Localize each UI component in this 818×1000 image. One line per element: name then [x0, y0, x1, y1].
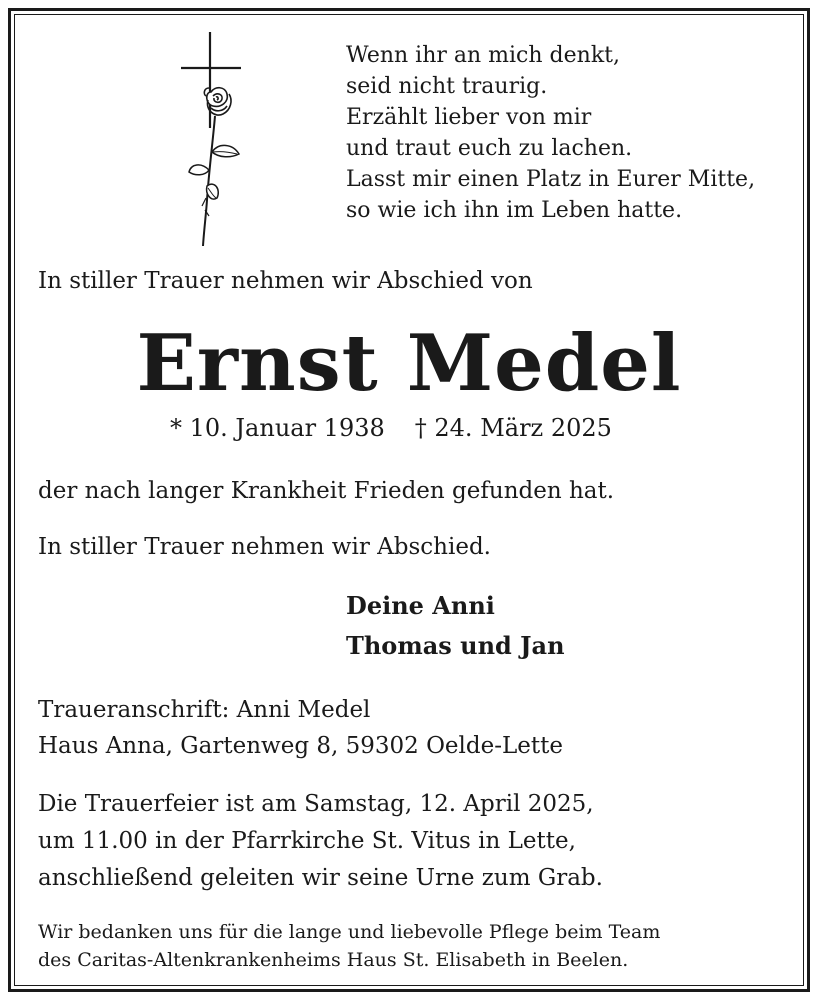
family-signature [346, 586, 565, 666]
thanks-line: des Caritas-Altenkrankenheims Haus St. Elisabeth in Beelen. [38, 949, 629, 971]
poem-line: so wie ich ihn im Leben hatte. [346, 198, 683, 223]
birth-date: * 10. Januar 1938 [170, 414, 385, 442]
statement-text: der nach langer Krankheit Frieden gefunden hat. [38, 478, 615, 504]
family-member: Deine Anni [346, 591, 495, 620]
address-line: Haus Anna, Gartenweg 8, 59302 Oelde-Lette [38, 733, 563, 759]
farewell-text: In stiller Trauer nehmen wir Abschied. [38, 534, 491, 560]
poem-line: Erzählt lieber von mir [346, 105, 592, 130]
service-line: anschließend geleiten wir seine Urne zum Grab. [38, 865, 603, 891]
funeral-service-info [38, 786, 603, 897]
thanks-line: Wir bedanken uns für die lange und liebevolle Pflege beim Team [38, 921, 661, 943]
intro-text: In stiller Trauer nehmen wir Abschied von [38, 268, 533, 294]
cross-with-rose-icon [175, 30, 255, 250]
poem-line: seid nicht traurig. [346, 74, 548, 99]
poem [346, 40, 755, 226]
poem-line: und traut euch zu lachen. [346, 136, 633, 161]
mourning-address [38, 692, 563, 764]
family-member: Thomas und Jan [346, 631, 565, 660]
thanks-note [38, 918, 660, 974]
poem-line: Wenn ihr an mich denkt, [346, 43, 620, 68]
life-dates [170, 414, 612, 442]
poem-line: Lasst mir einen Platz in Eurer Mitte, [346, 167, 756, 192]
death-date: † 24. März 2025 [414, 414, 612, 442]
address-line: Traueranschrift: Anni Medel [38, 697, 371, 723]
deceased-name: Ernst Medel [136, 318, 682, 409]
service-line: um 11.00 in der Pfarrkirche St. Vitus in Lette, [38, 828, 576, 854]
service-line: Die Trauerfeier ist am Samstag, 12. April 2025, [38, 791, 594, 817]
